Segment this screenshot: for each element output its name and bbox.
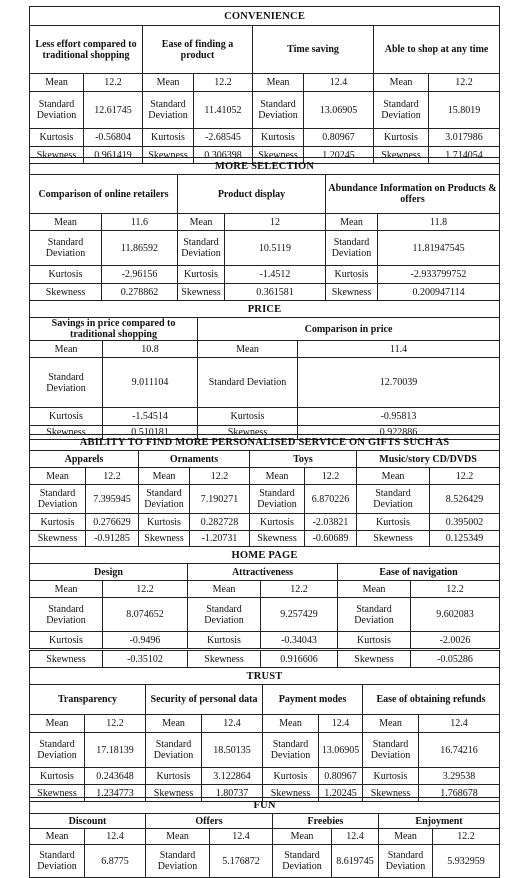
column-header: Payment modes bbox=[263, 685, 363, 715]
mean-value: 12.4 bbox=[210, 829, 273, 845]
sd-label: Standard Deviation bbox=[30, 845, 85, 878]
mean-label: Mean bbox=[30, 829, 85, 845]
skewness-value: 1.768678 bbox=[419, 785, 500, 802]
more-selection-section bbox=[29, 157, 499, 301]
skewness-value: 0.916606 bbox=[261, 651, 338, 668]
fun-table bbox=[29, 797, 500, 878]
mean-value: 12.2 bbox=[190, 468, 250, 485]
trust-table bbox=[29, 667, 500, 802]
sd-label: Standard Deviation bbox=[178, 231, 225, 266]
skewness-value: 0.361581 bbox=[225, 284, 326, 301]
skewness-label: Skewness bbox=[326, 284, 378, 301]
mean-value: 12.4 bbox=[202, 715, 263, 733]
sd-label: Standard Deviation bbox=[30, 733, 85, 768]
kurtosis-label: Kurtosis bbox=[338, 632, 411, 649]
sd-value: 11.86592 bbox=[102, 231, 178, 266]
mean-value: 12.2 bbox=[411, 581, 500, 598]
column-header: Discount bbox=[30, 814, 146, 829]
kurtosis-value: 3.017986 bbox=[429, 129, 500, 147]
home-page-section bbox=[29, 546, 499, 649]
fun-section bbox=[29, 797, 499, 878]
kurtosis-label: Kurtosis bbox=[178, 266, 225, 284]
sd-label: Standard Deviation bbox=[198, 358, 298, 408]
kurtosis-label: Kurtosis bbox=[253, 129, 304, 147]
kurtosis-value: 0.80967 bbox=[304, 129, 374, 147]
mean-label: Mean bbox=[30, 341, 103, 358]
column-header: Product display bbox=[178, 175, 326, 214]
mean-value: 12.4 bbox=[85, 829, 146, 845]
personalised-service-table bbox=[29, 434, 500, 547]
skewness-label: Skewness bbox=[146, 785, 202, 802]
kurtosis-value: -0.34043 bbox=[261, 632, 338, 649]
skewness-label: Skewness bbox=[250, 531, 305, 547]
kurtosis-label: Kurtosis bbox=[374, 129, 429, 147]
kurtosis-label: Kurtosis bbox=[363, 768, 419, 785]
kurtosis-label: Kurtosis bbox=[263, 768, 319, 785]
skewness-label: Skewness bbox=[139, 531, 190, 547]
skewness-label: Skewness bbox=[338, 651, 411, 668]
skewness-value: 0.200947114 bbox=[378, 284, 500, 301]
trust-section bbox=[29, 667, 499, 802]
skewness-label: Skewness bbox=[30, 531, 86, 547]
kurtosis-label: Kurtosis bbox=[30, 266, 102, 284]
mean-value: 11.4 bbox=[298, 341, 500, 358]
section-title: ABILITY TO FIND MORE PERSONALISED SERVICE ON GIFTS SUCH AS bbox=[30, 435, 500, 451]
kurtosis-value: 0.395002 bbox=[430, 514, 500, 531]
mean-value: 12.4 bbox=[319, 715, 363, 733]
sd-value: 8.074652 bbox=[103, 598, 188, 632]
home-page-skewness-row bbox=[29, 650, 499, 668]
more-selection-table bbox=[29, 157, 500, 301]
kurtosis-value: 3.122864 bbox=[202, 768, 263, 785]
column-header: Transparency bbox=[30, 685, 146, 715]
column-header: Toys bbox=[250, 451, 357, 468]
mean-label: Mean bbox=[188, 581, 261, 598]
sd-value: 16.74216 bbox=[419, 733, 500, 768]
skewness-value: 0.961419 bbox=[84, 147, 143, 164]
column-header: Comparison of online retailers bbox=[30, 175, 178, 214]
column-header: Ease of obtaining refunds bbox=[363, 685, 500, 715]
skewness-label: Skewness bbox=[188, 651, 261, 668]
skewness-label: Skewness bbox=[178, 284, 225, 301]
sd-value: 12.70039 bbox=[298, 358, 500, 408]
section-title: TRUST bbox=[30, 668, 500, 685]
sd-value: 7.190271 bbox=[190, 485, 250, 514]
kurtosis-label: Kurtosis bbox=[357, 514, 430, 531]
kurtosis-label: Kurtosis bbox=[146, 768, 202, 785]
sd-value: 12.61745 bbox=[84, 92, 143, 129]
skewness-label: Skewness bbox=[143, 147, 194, 164]
sd-label: Standard Deviation bbox=[273, 845, 332, 878]
kurtosis-value: 0.243648 bbox=[85, 768, 146, 785]
kurtosis-label: Kurtosis bbox=[30, 129, 84, 147]
mean-value: 12.2 bbox=[86, 468, 139, 485]
kurtosis-label: Kurtosis bbox=[326, 266, 378, 284]
kurtosis-value: -0.95813 bbox=[298, 408, 500, 426]
column-header: Offers bbox=[146, 814, 273, 829]
mean-label: Mean bbox=[374, 74, 429, 92]
section-title: MORE SELECTION bbox=[30, 158, 500, 175]
sd-value: 8.619745 bbox=[332, 845, 379, 878]
section-title: HOME PAGE bbox=[30, 547, 500, 564]
sd-label: Standard Deviation bbox=[326, 231, 378, 266]
sd-label: Standard Deviation bbox=[363, 733, 419, 768]
sd-value: 18.50135 bbox=[202, 733, 263, 768]
mean-label: Mean bbox=[30, 74, 84, 92]
mean-value: 12.4 bbox=[304, 74, 374, 92]
sd-value: 6.8775 bbox=[85, 845, 146, 878]
sd-label: Standard Deviation bbox=[30, 358, 103, 408]
kurtosis-value: -2.0026 bbox=[411, 632, 500, 649]
column-header: Apparels bbox=[30, 451, 139, 468]
sd-value: 5.932959 bbox=[433, 845, 500, 878]
sd-value: 10.5119 bbox=[225, 231, 326, 266]
mean-value: 12.2 bbox=[103, 581, 188, 598]
home-page-skewness-table bbox=[29, 650, 500, 668]
skewness-label: Skewness bbox=[363, 785, 419, 802]
mean-label: Mean bbox=[379, 829, 433, 845]
sd-value: 11.81947545 bbox=[378, 231, 500, 266]
mean-value: 11.6 bbox=[102, 214, 178, 231]
kurtosis-label: Kurtosis bbox=[30, 408, 103, 426]
sd-label: Standard Deviation bbox=[379, 845, 433, 878]
convenience-table bbox=[29, 6, 500, 164]
price-section bbox=[29, 300, 499, 440]
skewness-value: 1.20245 bbox=[304, 147, 374, 164]
kurtosis-value: -1.54514 bbox=[103, 408, 198, 426]
sd-value: 7.395945 bbox=[86, 485, 139, 514]
skewness-label: Skewness bbox=[30, 284, 102, 301]
column-header: Security of personal data bbox=[146, 685, 263, 715]
sd-label: Standard Deviation bbox=[30, 92, 84, 129]
sd-value: 15.8019 bbox=[429, 92, 500, 129]
column-header: Less effort compared to traditional shopping bbox=[30, 26, 143, 74]
mean-label: Mean bbox=[30, 715, 85, 733]
sd-value: 17.18139 bbox=[85, 733, 146, 768]
skewness-value: 0.125349 bbox=[430, 531, 500, 547]
sd-label: Standard Deviation bbox=[30, 485, 86, 514]
mean-label: Mean bbox=[273, 829, 332, 845]
skewness-value: 0.510181 bbox=[103, 426, 198, 440]
kurtosis-label: Kurtosis bbox=[139, 514, 190, 531]
sd-label: Standard Deviation bbox=[30, 231, 102, 266]
kurtosis-value: 0.282728 bbox=[190, 514, 250, 531]
skewness-value: -1.20731 bbox=[190, 531, 250, 547]
mean-label: Mean bbox=[178, 214, 225, 231]
mean-value: 10.8 bbox=[103, 341, 198, 358]
column-header: Music/story CD/DVDS bbox=[357, 451, 500, 468]
mean-label: Mean bbox=[326, 214, 378, 231]
mean-label: Mean bbox=[143, 74, 194, 92]
mean-label: Mean bbox=[363, 715, 419, 733]
kurtosis-label: Kurtosis bbox=[30, 632, 103, 649]
skewness-value: 1.20245 bbox=[319, 785, 363, 802]
sd-value: 9.257429 bbox=[261, 598, 338, 632]
skewness-value: 0.306398 bbox=[194, 147, 253, 164]
sd-value: 13.06905 bbox=[304, 92, 374, 129]
section-title: PRICE bbox=[30, 301, 500, 318]
skewness-label: Skewness bbox=[30, 147, 84, 164]
mean-label: Mean bbox=[146, 829, 210, 845]
mean-label: Mean bbox=[30, 581, 103, 598]
sd-label: Standard Deviation bbox=[250, 485, 305, 514]
kurtosis-value: -2.933799752 bbox=[378, 266, 500, 284]
column-header: Abundance Information on Products & offers bbox=[326, 175, 500, 214]
mean-label: Mean bbox=[198, 341, 298, 358]
column-header: Time saving bbox=[253, 26, 374, 74]
column-header: Design bbox=[30, 564, 188, 581]
kurtosis-label: Kurtosis bbox=[188, 632, 261, 649]
sd-label: Standard Deviation bbox=[30, 598, 103, 632]
mean-label: Mean bbox=[139, 468, 190, 485]
sd-label: Standard Deviation bbox=[374, 92, 429, 129]
kurtosis-value: -2.96156 bbox=[102, 266, 178, 284]
sd-label: Standard Deviation bbox=[143, 92, 194, 129]
mean-label: Mean bbox=[30, 468, 86, 485]
sd-value: 13.06905 bbox=[319, 733, 363, 768]
kurtosis-label: Kurtosis bbox=[198, 408, 298, 426]
sd-value: 5.176872 bbox=[210, 845, 273, 878]
mean-value: 12.2 bbox=[85, 715, 146, 733]
mean-value: 12.2 bbox=[84, 74, 143, 92]
column-header: Savings in price compared to traditional shopping bbox=[30, 318, 198, 341]
mean-label: Mean bbox=[30, 214, 102, 231]
column-header: Ornaments bbox=[139, 451, 250, 468]
convenience-section bbox=[29, 6, 499, 164]
skewness-label: Skewness bbox=[374, 147, 429, 164]
kurtosis-value: 3.29538 bbox=[419, 768, 500, 785]
column-header: Freebies bbox=[273, 814, 379, 829]
sd-label: Standard Deviation bbox=[253, 92, 304, 129]
sd-label: Standard Deviation bbox=[338, 598, 411, 632]
column-header: Comparison in price bbox=[198, 318, 500, 341]
skewness-label: Skewness bbox=[263, 785, 319, 802]
section-title: FUN bbox=[30, 798, 500, 814]
mean-value: 12.2 bbox=[305, 468, 357, 485]
sd-label: Standard Deviation bbox=[146, 845, 210, 878]
skewness-label: Skewness bbox=[357, 531, 430, 547]
mean-value: 11.8 bbox=[378, 214, 500, 231]
column-header: Enjoyment bbox=[379, 814, 500, 829]
column-header: Ease of finding a product bbox=[143, 26, 253, 74]
mean-label: Mean bbox=[357, 468, 430, 485]
section-title: CONVENIENCE bbox=[30, 7, 500, 26]
skewness-label: Skewness bbox=[30, 651, 103, 668]
skewness-value: 0.922886 bbox=[298, 426, 500, 440]
mean-value: 12.4 bbox=[419, 715, 500, 733]
kurtosis-value: 0.80967 bbox=[319, 768, 363, 785]
column-header: Ease of navigation bbox=[338, 564, 500, 581]
mean-value: 12.2 bbox=[433, 829, 500, 845]
mean-label: Mean bbox=[146, 715, 202, 733]
mean-value: 12.2 bbox=[429, 74, 500, 92]
kurtosis-value: -2.03821 bbox=[305, 514, 357, 531]
sd-label: Standard Deviation bbox=[139, 485, 190, 514]
kurtosis-label: Kurtosis bbox=[30, 514, 86, 531]
mean-label: Mean bbox=[253, 74, 304, 92]
mean-value: 12 bbox=[225, 214, 326, 231]
sd-label: Standard Deviation bbox=[188, 598, 261, 632]
kurtosis-label: Kurtosis bbox=[30, 768, 85, 785]
sd-label: Standard Deviation bbox=[357, 485, 430, 514]
skewness-value: 0.278862 bbox=[102, 284, 178, 301]
skewness-value: -0.60689 bbox=[305, 531, 357, 547]
price-table bbox=[29, 300, 500, 440]
home-page-table bbox=[29, 546, 500, 649]
sd-label: Standard Deviation bbox=[146, 733, 202, 768]
sd-value: 9.011104 bbox=[103, 358, 198, 408]
skewness-value: -0.35102 bbox=[103, 651, 188, 668]
mean-label: Mean bbox=[263, 715, 319, 733]
mean-label: Mean bbox=[250, 468, 305, 485]
skewness-value: -0.91285 bbox=[86, 531, 139, 547]
mean-value: 12.2 bbox=[194, 74, 253, 92]
skewness-label: Skewness bbox=[198, 426, 298, 440]
sd-value: 6.870226 bbox=[305, 485, 357, 514]
mean-value: 12.4 bbox=[332, 829, 379, 845]
kurtosis-value: 0.276629 bbox=[86, 514, 139, 531]
mean-label: Mean bbox=[338, 581, 411, 598]
skewness-label: Skewness bbox=[30, 785, 85, 802]
kurtosis-value: -0.56804 bbox=[84, 129, 143, 147]
kurtosis-value: -0.9496 bbox=[103, 632, 188, 649]
skewness-value: 1.234773 bbox=[85, 785, 146, 802]
personalised-service-section bbox=[29, 434, 499, 547]
kurtosis-value: -1.4512 bbox=[225, 266, 326, 284]
skewness-label: Skewness bbox=[253, 147, 304, 164]
skewness-value: 1.714054 bbox=[429, 147, 500, 164]
sd-label: Standard Deviation bbox=[263, 733, 319, 768]
kurtosis-label: Kurtosis bbox=[250, 514, 305, 531]
sd-value: 8.526429 bbox=[430, 485, 500, 514]
column-header: Attractiveness bbox=[188, 564, 338, 581]
kurtosis-value: -2.68545 bbox=[194, 129, 253, 147]
kurtosis-label: Kurtosis bbox=[143, 129, 194, 147]
column-header: Able to shop at any time bbox=[374, 26, 500, 74]
mean-value: 12.2 bbox=[261, 581, 338, 598]
skewness-label: Skewness bbox=[30, 426, 103, 440]
sd-value: 9.602083 bbox=[411, 598, 500, 632]
sd-value: 11.41052 bbox=[194, 92, 253, 129]
skewness-value: -0.05286 bbox=[411, 651, 500, 668]
mean-value: 12.2 bbox=[430, 468, 500, 485]
skewness-value: 1.80737 bbox=[202, 785, 263, 802]
